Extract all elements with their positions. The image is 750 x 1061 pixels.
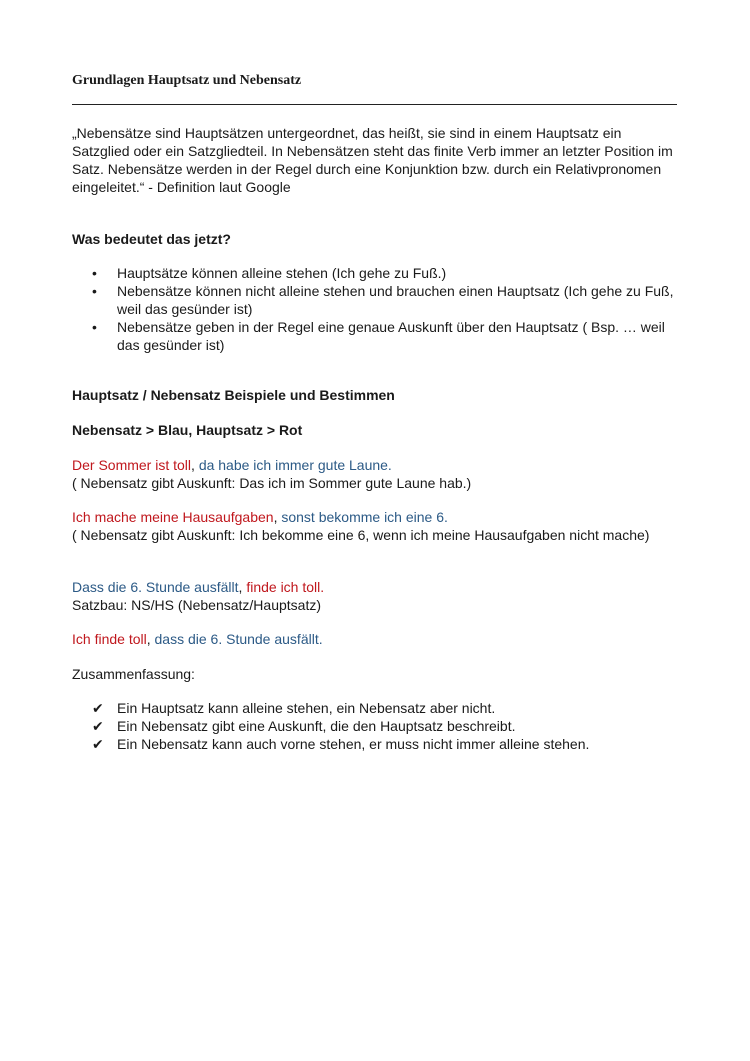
list-item [72, 699, 677, 717]
example-2 [72, 508, 677, 544]
list-item: • Nebensätze geben in der Regel eine genaue Auskunft über den Hauptsatz ( Bsp. … weil das gesünder ist) [72, 318, 677, 354]
title-divider [72, 104, 677, 105]
nebensatz-text: dass die 6. Stunde ausfällt. [154, 631, 323, 647]
separator: , [191, 457, 199, 473]
example-1 [72, 456, 677, 492]
color-legend: Nebensatz > Blau, Hauptsatz > Rot [72, 422, 303, 438]
summary-label: Zusammenfassung: [72, 666, 195, 682]
summary-check-list [72, 699, 677, 753]
list-item-text: Ein Nebensatz kann auch vorne stehen, er muss nicht immer alleine stehen. [117, 736, 590, 752]
list-item: • Hauptsätze können alleine stehen (Ich gehe zu Fuß.) [72, 264, 677, 282]
checkmark-icon: ✔ [92, 718, 104, 734]
list-item-text: Ein Nebensatz gibt eine Auskunft, die den Hauptsatz beschreibt. [117, 718, 516, 734]
example-sentence [72, 630, 677, 648]
example-4 [72, 630, 677, 648]
hauptsatz-text: Ich finde toll [72, 631, 147, 647]
example-sentence [72, 456, 677, 474]
nebensatz-text: sonst bekomme ich eine 6. [281, 509, 448, 525]
separator: , [238, 579, 247, 595]
hauptsatz-text: finde ich toll. [246, 579, 325, 595]
meaning-bullet-list [72, 264, 677, 354]
nebensatz-text: Dass die 6. Stunde ausfällt [72, 579, 239, 595]
separator: , [273, 509, 282, 525]
checkmark-icon: ✔ [92, 700, 104, 716]
example-note: Satzbau: NS/HS (Nebensatz/Hauptsatz) [72, 597, 322, 613]
example-note: ( Nebensatz gibt Auskunft: Ich bekomme eine 6, wenn ich meine Hausaufgaben nicht mache) [72, 527, 650, 543]
hauptsatz-text: Ich mache meine Hausaufgaben [72, 509, 274, 525]
definition-quote: „Nebensätze sind Hauptsätzen untergeordnet, das heißt, sie sind in einem Hauptsatz ein Satzglied oder ein Satzgliedteil. In Nebensätzen steht das finite Verb immer an letzter Position im Satz. Nebensätze werden in der Regel durch eine Konjunktion bzw. durch ein Relativpronomen eingeleitet.“ - Definition laut Google [72, 125, 673, 195]
list-item [72, 717, 677, 735]
section-heading-examples: Hauptsatz / Nebensatz Beispiele und Bestimmen [72, 387, 395, 403]
document-title: Grundlagen Hauptsatz und Nebensatz [72, 73, 302, 88]
nebensatz-text: da habe ich immer gute Laune. [198, 457, 392, 473]
separator: , [146, 631, 155, 647]
example-sentence [72, 578, 677, 596]
section-heading-meaning: Was bedeutet das jetzt? [72, 231, 231, 247]
list-item: • Nebensätze können nicht alleine stehen und brauchen einen Hauptsatz (Ich gehe zu Fuß, weil das gesünder ist) [72, 282, 677, 318]
checkmark-icon: ✔ [92, 736, 104, 752]
list-item-text: Ein Hauptsatz kann alleine stehen, ein Nebensatz aber nicht. [117, 700, 496, 716]
example-sentence [72, 508, 677, 526]
list-item [72, 735, 677, 753]
hauptsatz-text: Der Sommer ist toll [72, 457, 192, 473]
example-3 [72, 578, 677, 614]
example-note: ( Nebensatz gibt Auskunft: Das ich im Sommer gute Laune hab.) [72, 475, 472, 491]
